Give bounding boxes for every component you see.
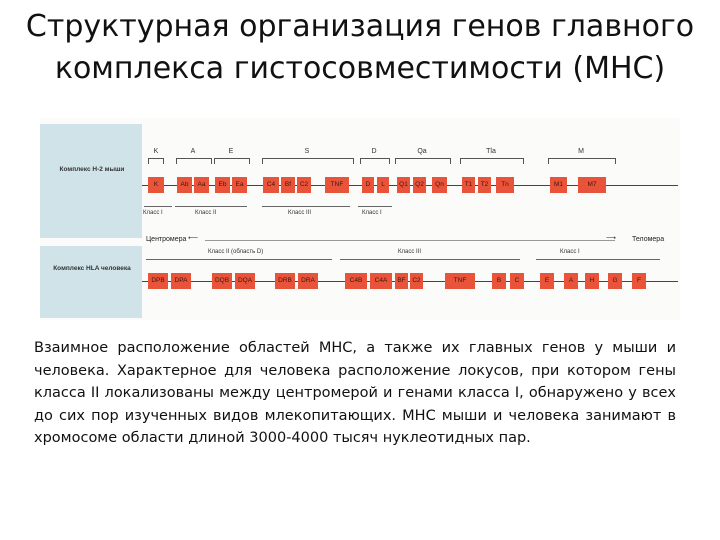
mouse-region-label: E — [228, 148, 234, 155]
telomere-label: Теломера — [632, 236, 665, 243]
mouse-gene: TNF — [325, 177, 349, 193]
mouse-region-bracket — [262, 158, 354, 164]
mouse-region-label: K — [153, 148, 159, 155]
mouse-class-underline — [358, 206, 392, 207]
mhc-gene-map-figure — [40, 118, 680, 320]
human-gene: H — [585, 273, 599, 289]
human-panel-background — [40, 246, 142, 318]
slide-title: Структурная организация генов главного комплекса гистосовместимости (MHC) — [25, 9, 695, 86]
mouse-gene: Ea — [232, 177, 247, 193]
mouse-gene: T1 — [462, 177, 475, 193]
mouse-gene: C2 — [297, 177, 311, 193]
mouse-class-label: Класс II — [195, 210, 217, 216]
mouse-class-label: Класс III — [288, 210, 312, 216]
mouse-gene: Q1 — [397, 177, 410, 193]
mouse-region-bracket — [395, 158, 451, 164]
human-gene: TNF — [445, 273, 475, 289]
mouse-region-bracket — [548, 158, 616, 164]
mouse-gene: M7 — [578, 177, 606, 193]
human-class-label: Класс II (область D) — [208, 249, 264, 255]
mouse-gene: Q2 — [413, 177, 426, 193]
mouse-region-bracket — [176, 158, 212, 164]
human-gene: DPB — [148, 273, 168, 289]
mouse-class-underline — [175, 206, 247, 207]
mouse-region-bracket — [148, 158, 164, 164]
arrow-right-icon: ⟶ — [606, 235, 617, 242]
mouse-gene: Ab — [177, 177, 192, 193]
human-class-underline — [146, 259, 332, 260]
mouse-panel-background — [40, 124, 142, 238]
mouse-region-label: A — [190, 148, 196, 155]
human-gene: DRB — [275, 273, 295, 289]
human-gene: DQB — [212, 273, 232, 289]
mouse-gene: L — [377, 177, 389, 193]
human-class-underline — [340, 259, 520, 260]
human-gene: G — [608, 273, 622, 289]
human-gene: C — [510, 273, 524, 289]
human-class-underline — [536, 259, 660, 260]
mouse-gene: T2 — [478, 177, 491, 193]
mouse-region-bracket — [360, 158, 390, 164]
human-gene: C4B — [345, 273, 367, 289]
human-gene: A — [564, 273, 578, 289]
figure-caption: Взаимное расположение областей МНС, а также их главных генов у мыши и человека. Характерное для человека расположение локусов, при котором гены класса II локализованы между центромерой и генами класса I, обнаружено у всех до сих пор изученных видов млекопитающих. МНС мыши и человека занимают в хромосоме области длиной 3000-4000 тысяч нуклеотидных пар. — [34, 340, 676, 446]
mouse-gene: D — [362, 177, 374, 193]
mouse-gene: Tn — [496, 177, 514, 193]
human-gene: DPA — [171, 273, 191, 289]
mouse-gene: Qn — [432, 177, 447, 193]
mouse-gene: Aa — [194, 177, 209, 193]
mouse-class-underline — [262, 206, 350, 207]
human-gene: BF — [395, 273, 408, 289]
mouse-complex-label: Комплекс Н-2 мыши — [59, 166, 125, 173]
mouse-gene: M1 — [550, 177, 567, 193]
mouse-region-label: Tla — [486, 148, 496, 155]
mouse-gene: Bf — [281, 177, 295, 193]
human-class-label: Класс III — [398, 249, 422, 255]
mouse-gene: Eb — [215, 177, 230, 193]
human-gene: E — [540, 273, 554, 289]
human-gene: C4A — [370, 273, 392, 289]
axis-line — [205, 240, 615, 241]
mouse-region-bracket — [214, 158, 250, 164]
human-gene: B — [492, 273, 506, 289]
mouse-region-bracket — [460, 158, 524, 164]
arrow-left-icon: ⟵ — [188, 235, 199, 242]
human-gene: DQA — [235, 273, 255, 289]
human-gene: F — [632, 273, 646, 289]
human-gene: DRA — [298, 273, 318, 289]
mouse-region-label: M — [578, 148, 584, 155]
mouse-class-label: Класс I — [362, 210, 382, 216]
centromere-label: Центромера — [146, 236, 187, 243]
mouse-class-underline — [144, 206, 172, 207]
human-complex-label: Комплекс HLA человека — [53, 265, 131, 272]
mouse-region-label: D — [371, 148, 377, 155]
human-class-label: Класс I — [560, 249, 580, 255]
mouse-region-label: Qa — [417, 148, 427, 155]
mouse-gene: C4 — [263, 177, 279, 193]
mouse-region-label: S — [304, 148, 310, 155]
mouse-class-label: Класс I — [143, 210, 163, 216]
human-gene: C2 — [410, 273, 423, 289]
mouse-gene: K — [148, 177, 164, 193]
